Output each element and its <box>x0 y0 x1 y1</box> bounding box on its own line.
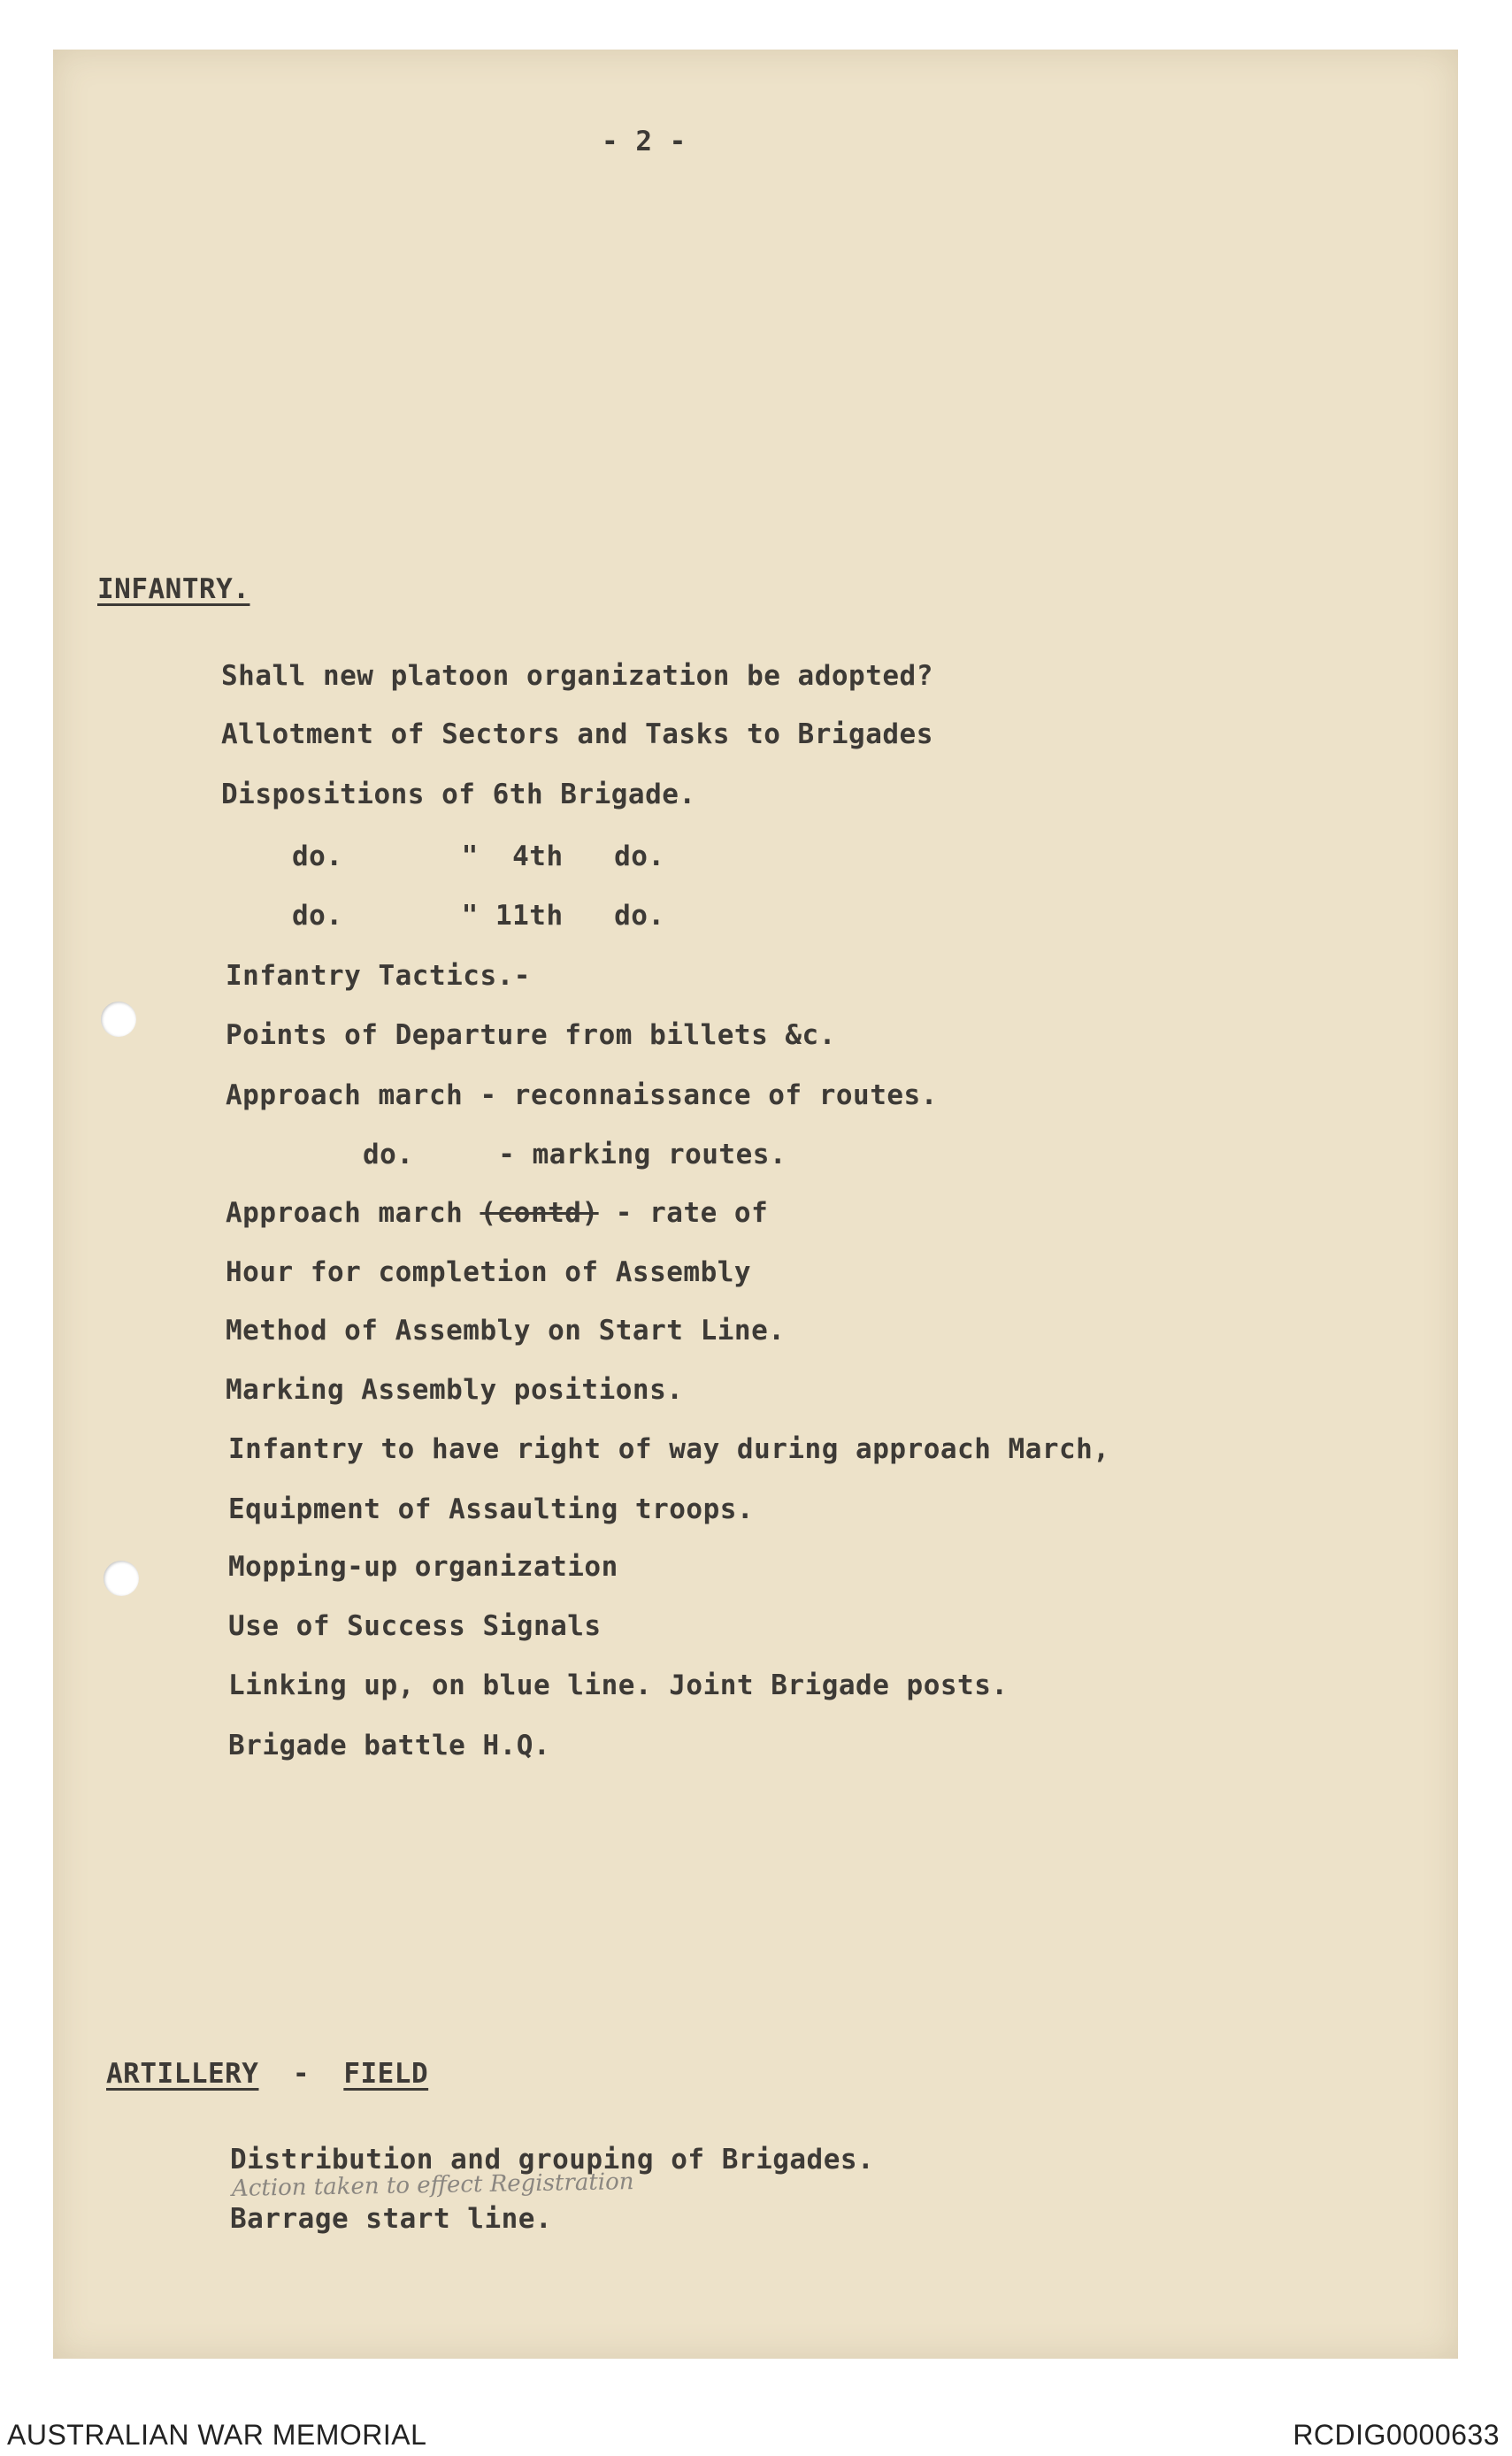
infantry-item: Shall new platoon organization be adopted? <box>221 660 933 692</box>
infantry-item: Linking up, on blue line. Joint Brigade posts. <box>228 1669 1009 1701</box>
infantry-item: Use of Success Signals <box>228 1610 602 1642</box>
struck-text: (contd) <box>480 1197 599 1229</box>
infantry-item: Equipment of Assaulting troops. <box>228 1493 755 1525</box>
footer-record-id: RCDIG0000633 <box>1293 2419 1500 2451</box>
punch-hole-top <box>101 1002 136 1037</box>
artillery-heading <box>106 2058 428 2090</box>
infantry-item: do. - marking routes. <box>363 1139 787 1170</box>
infantry-item-struck <box>226 1197 768 1229</box>
artillery-item: Barrage start line. <box>230 2203 553 2235</box>
handwritten-note: Action taken to effect Registration <box>231 2168 634 2202</box>
page-number: - 2 - <box>602 126 687 157</box>
infantry-item: Infantry to have right of way during approach March, <box>228 1433 1110 1465</box>
infantry-item: Allotment of Sectors and Tasks to Brigades <box>221 718 933 750</box>
infantry-item: Brigade battle H.Q. <box>228 1730 551 1761</box>
footer-source: AUSTRALIAN WAR MEMORIAL <box>7 2419 427 2451</box>
item-text-before: Approach march <box>226 1197 480 1229</box>
artillery-item: Distribution and grouping of Brigades. <box>230 2144 875 2176</box>
infantry-item: Method of Assembly on Start Line. <box>226 1315 786 1347</box>
artillery-heading-main: ARTILLERY <box>106 2058 259 2090</box>
infantry-item: Dispositions of 6th Brigade. <box>221 779 696 810</box>
infantry-heading: INFANTRY. <box>97 573 250 605</box>
infantry-item: do. " 11th do. <box>292 900 665 932</box>
infantry-item: Marking Assembly positions. <box>226 1374 684 1406</box>
infantry-item: do. " 4th do. <box>292 840 665 872</box>
item-text-after: - rate of <box>598 1197 769 1229</box>
infantry-item: Hour for completion of Assembly <box>226 1256 752 1288</box>
artillery-heading-sub: FIELD <box>343 2058 429 2090</box>
infantry-item: Infantry Tactics.- <box>226 960 531 992</box>
infantry-item: Approach march - reconnaissance of routes. <box>226 1079 938 1111</box>
punch-hole-bottom <box>104 1561 139 1596</box>
artillery-heading-separator: - <box>292 2058 310 2090</box>
infantry-item: Points of Departure from billets &c. <box>226 1019 836 1051</box>
infantry-item: Mopping-up organization <box>228 1551 618 1583</box>
